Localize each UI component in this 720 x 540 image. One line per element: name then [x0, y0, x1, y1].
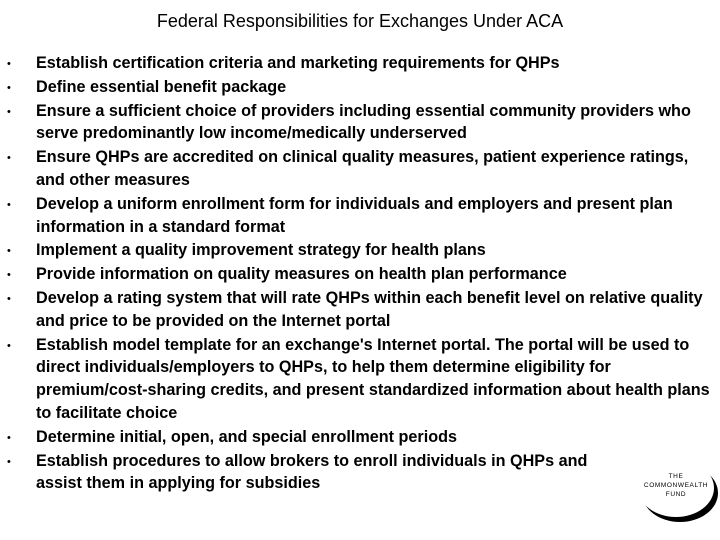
list-item — [0, 287, 720, 333]
bullet-icon: • — [7, 455, 11, 468]
list-item — [0, 426, 720, 449]
bullet-icon: • — [7, 58, 11, 70]
list-item-text: Develop a uniform enrollment form for individuals and employers and present plan information in a standard format — [36, 194, 673, 236]
bullet-icon: • — [7, 431, 11, 444]
logo-line-2: COMMONWEALTH — [643, 482, 709, 489]
bullet-icon: • — [7, 269, 11, 282]
logo-line-1: THE — [668, 473, 684, 480]
list-item-text: Ensure QHPs are accredited on clinical quality measures, patient experience ratings, and other measures — [36, 148, 689, 189]
list-item — [0, 239, 720, 262]
list-item-text: Implement a quality improvement strategy for health plans — [36, 241, 486, 260]
list-item-text: Provide information on quality measures on health plan performance — [36, 265, 567, 284]
list-item-text: Determine initial, open, and special enrollment periods — [36, 427, 457, 446]
list-item — [0, 146, 720, 192]
bullet-icon: • — [7, 245, 11, 258]
list-item-text: Establish model template for an exchange's Internet portal. The portal will be used to direct individuals/employers to QHPs, to help them determine eligibility for premium/cost-sharing credits, and present standardized information about health plans to facilitate choice — [36, 335, 710, 422]
list-item — [0, 52, 720, 75]
list-item — [0, 193, 720, 239]
list-item-text: Define essential benefit package — [36, 77, 287, 96]
list-item-text: Ensure a sufficient choice of providers including essential community providers who serve predominantly low income/medically underserved — [36, 101, 691, 143]
list-item-text: Establish certification criteria and marketing requirements for QHPs — [36, 54, 560, 72]
logo-line-3: FUND — [665, 491, 687, 498]
page-title: Federal Responsibilities for Exchanges Under ACA — [156, 11, 564, 31]
list-item — [0, 450, 720, 496]
bullet-icon: • — [7, 81, 11, 94]
list-item — [0, 334, 720, 425]
list-item-text: Establish procedures to allow brokers to enroll individuals in QHPs and assist them in applying for subsidies — [36, 451, 588, 493]
bullet-icon: • — [7, 198, 11, 211]
bullet-icon: • — [7, 339, 11, 352]
commonwealth-fund-logo — [638, 459, 714, 517]
list-item-text: Develop a rating system that will rate QHPs within each benefit level on relative quality and price to be provided on the Internet portal — [36, 288, 703, 330]
bullet-icon: • — [7, 152, 11, 165]
list-item — [0, 76, 720, 99]
bullet-icon: • — [7, 105, 11, 118]
bullet-icon: • — [7, 292, 11, 305]
responsibilities-list — [0, 52, 720, 496]
list-item — [0, 263, 720, 286]
list-item — [0, 100, 720, 146]
